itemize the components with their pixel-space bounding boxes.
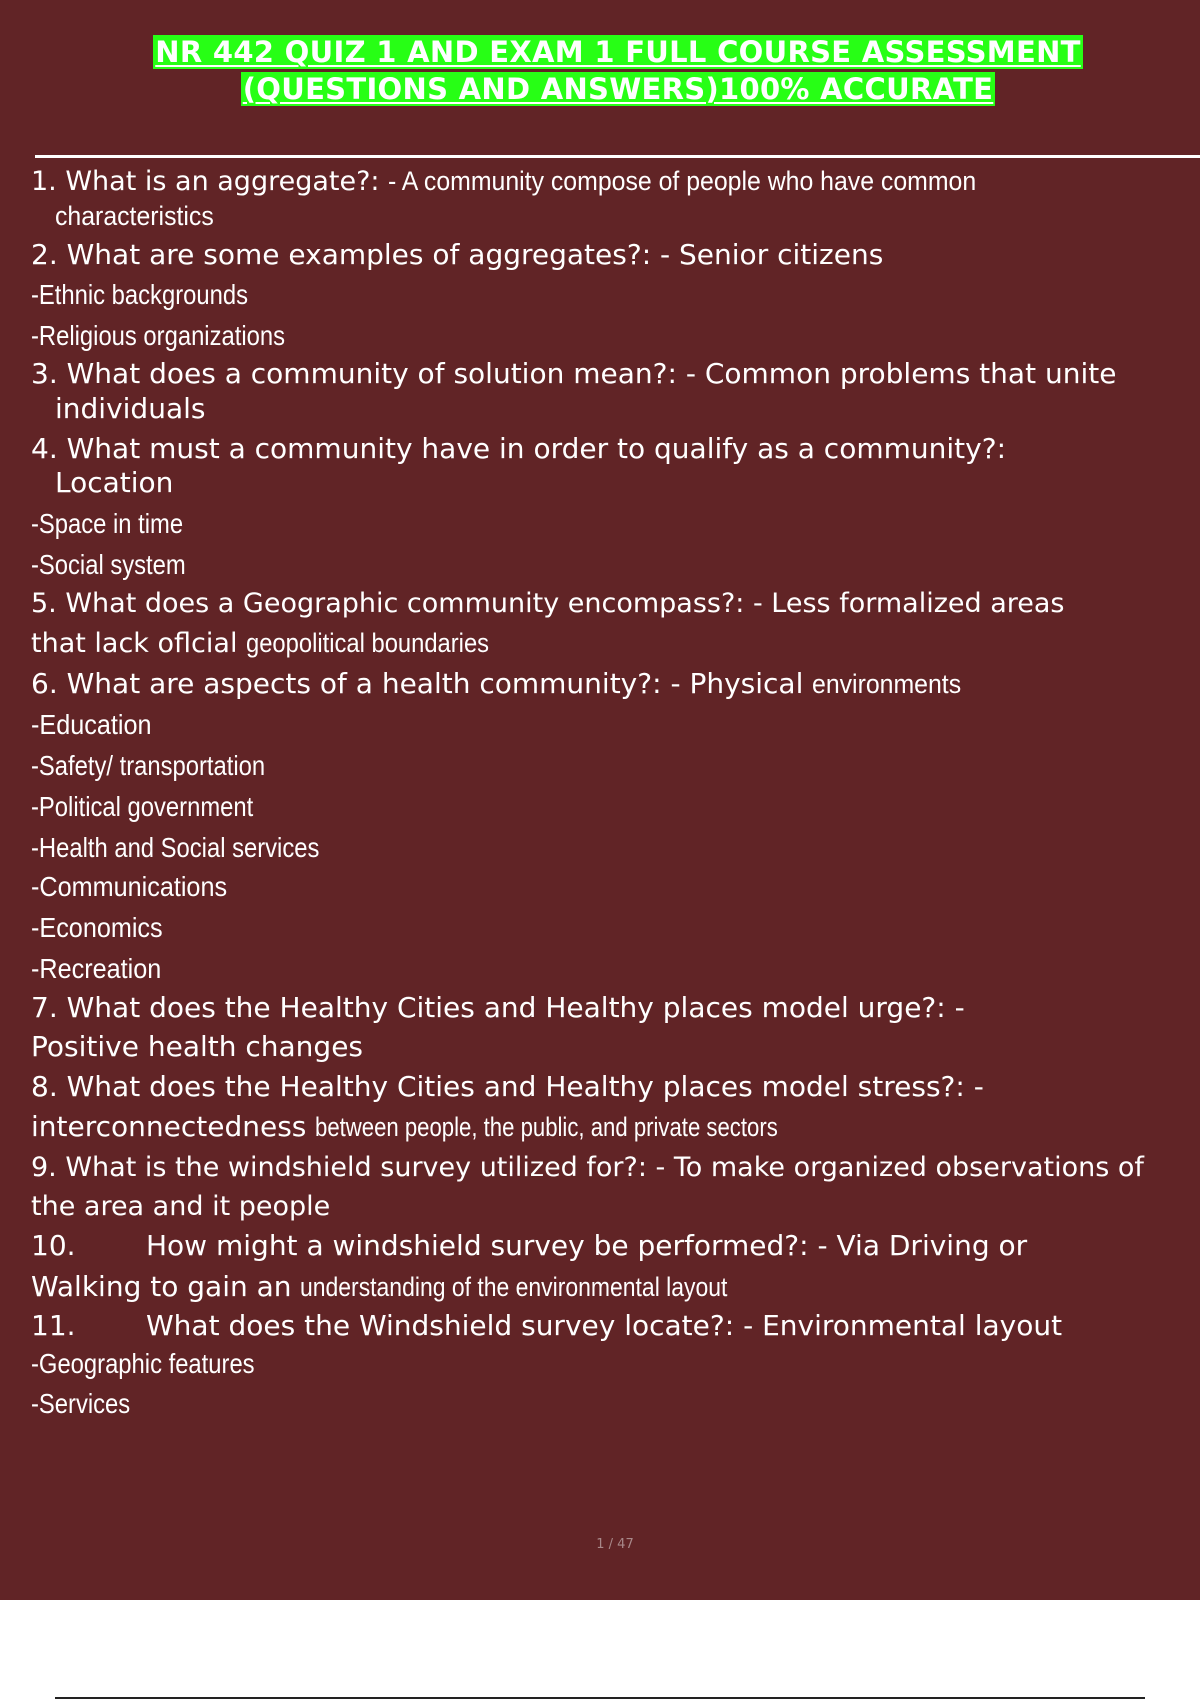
text-line — [31, 910, 177, 946]
line-text: 2. What are some examples of aggregates?: - Senior citizens — [31, 238, 884, 271]
question-number: 11. — [31, 1309, 76, 1342]
line-text-condensed: environments — [812, 669, 962, 699]
line-text-condensed: between people, the public, and private sectors — [315, 1112, 779, 1142]
text-line — [31, 318, 330, 354]
line-text: the area and it people — [31, 1191, 331, 1222]
text-line — [55, 465, 173, 501]
text-line — [31, 1386, 148, 1422]
line-text: 4. What must a community have in order to qualify as a community?: — [31, 432, 1006, 465]
line-text: Positive health changes — [31, 1030, 364, 1063]
text-line — [31, 789, 292, 825]
line-text: How might a windshield survey be performed?: - Via Driving or — [146, 1229, 1028, 1262]
line-text-condensed: -Economics — [31, 912, 163, 943]
line-text-condensed: -Health and Social services — [31, 832, 320, 863]
line-text: 5. What does a Geographic community encompass?: - Less formalized areas — [31, 588, 1065, 619]
line-text: 1. What is an aggregate?: — [31, 166, 389, 197]
text-line — [55, 198, 228, 234]
text-line — [31, 707, 165, 743]
text-line — [31, 990, 965, 1026]
text-line — [31, 1189, 330, 1225]
text-line — [31, 830, 370, 866]
line-text-condensed: -Services — [31, 1388, 131, 1419]
line-text-condensed: -Ethnic backgrounds — [31, 279, 248, 310]
text-line — [31, 586, 1065, 622]
line-text-condensed: - A community compose of people who have common — [388, 166, 977, 196]
line-text: What does the Windshield survey locate?: - Environmental layout — [146, 1309, 1063, 1342]
text-line — [31, 1029, 363, 1065]
text-line — [31, 1308, 1062, 1344]
title-line-1: NR 442 QUIZ 1 AND EXAM 1 FULL COURSE ASSESSMENT — [155, 35, 1081, 69]
line-text: Walking to gain an — [31, 1270, 301, 1303]
line-text-condensed: -Social system — [31, 549, 186, 580]
text-line — [31, 1228, 1027, 1264]
text-line — [31, 547, 213, 583]
text-line — [31, 1109, 880, 1145]
page-number: 1 / 47 — [596, 1537, 634, 1552]
line-text: Location — [55, 466, 174, 499]
text-line — [31, 625, 522, 662]
text-line — [31, 1346, 294, 1382]
line-text: 3. What does a community of solution mean?: - Common problems that unite — [31, 357, 1117, 390]
text-line — [31, 431, 1006, 467]
line-text-condensed: -Religious organizations — [31, 320, 286, 351]
line-text-condensed: understanding of the environmental layout — [300, 1272, 728, 1302]
next-page-divider — [55, 1697, 1145, 1699]
text-line — [31, 1150, 1144, 1186]
line-text-condensed: -Communications — [31, 871, 228, 902]
text-line — [31, 666, 974, 702]
text-line — [55, 391, 205, 427]
question-number: 10. — [31, 1229, 76, 1262]
line-text-condensed: -Space in time — [31, 508, 184, 539]
text-line — [31, 277, 286, 313]
line-text-condensed: -Safety/ transportation — [31, 750, 266, 781]
line-text: 7. What does the Healthy Cities and Healthy places model urge?: - — [31, 991, 965, 1024]
line-text-condensed: -Geographic features — [31, 1348, 255, 1379]
line-text-condensed: geopolitical boundaries — [246, 628, 490, 658]
line-text-condensed: characteristics — [55, 201, 214, 231]
line-text: 6. What are aspects of a health community?: - Physical — [31, 667, 813, 700]
line-text-condensed: -Political government — [31, 791, 254, 822]
line-text-condensed: -Recreation — [31, 953, 162, 984]
text-line — [31, 163, 1027, 200]
line-text: individuals — [55, 392, 206, 425]
text-line — [31, 506, 210, 542]
line-text: 9. What is the windshield survey utilized for?: - To make organized observations of — [31, 1152, 1144, 1183]
text-line — [31, 951, 176, 987]
text-line — [31, 748, 306, 784]
line-text: that lack oflcial — [31, 628, 247, 659]
document-title — [0, 34, 1200, 108]
title-line-2: (QUESTIONS AND ANSWERS)100% ACCURATE — [242, 72, 994, 106]
text-line — [31, 869, 249, 905]
line-text-condensed: -Education — [31, 709, 152, 740]
line-text: interconnectedness — [31, 1110, 316, 1143]
line-text: 8. What does the Healthy Cities and Healthy places model stress?: - — [31, 1070, 984, 1103]
text-line — [31, 1069, 984, 1105]
text-line — [31, 237, 883, 273]
title-divider — [35, 155, 1200, 158]
text-line — [31, 1269, 803, 1305]
text-line — [31, 356, 1116, 392]
